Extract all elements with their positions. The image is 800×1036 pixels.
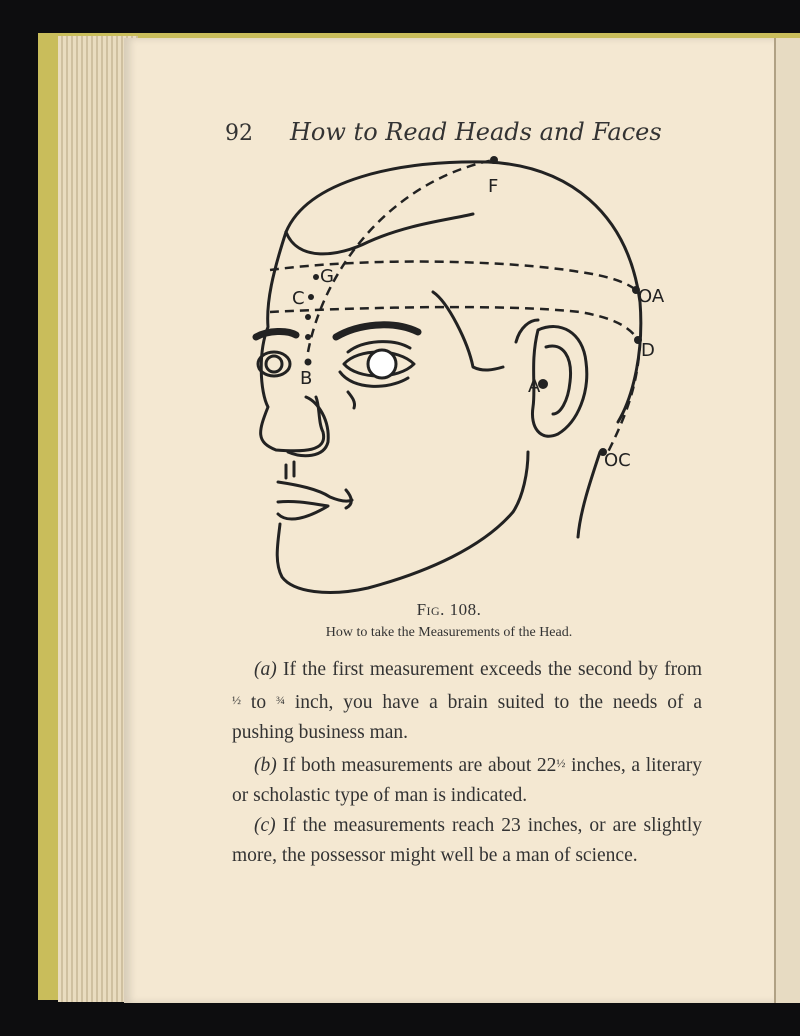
label-b: B xyxy=(300,368,313,389)
cheek-line xyxy=(348,392,355,408)
neck-back-line xyxy=(578,452,600,537)
para-b-marker: (b) xyxy=(254,755,277,776)
paragraph-a: (a) If the first measurement exceeds the second by from $^{\frac{1}{2}}$ to $^{\frac{3}{4}}$ inch, you have a brain suited to the needs of a pushing business man. xyxy=(232,659,702,743)
figure-description: How to take the Measurements of the Head. xyxy=(325,625,573,640)
label-c: C xyxy=(292,288,305,309)
head-measurement-figure xyxy=(248,152,668,602)
running-title: How to Read Heads and Faces xyxy=(290,118,662,146)
paragraph-b: (b) If both measurements are about $22^{\frac{1}{2}}$ inches, a literary or scholastic type of man is indicated. xyxy=(232,755,702,806)
ear-inner xyxy=(546,346,571,414)
dashed-line-c xyxy=(270,307,636,337)
label-a: A xyxy=(528,376,541,397)
paragraph-c: (c) If the measurements reach 23 inches, or are slightly more, the possessor might well be a man of science. xyxy=(232,815,702,866)
mouth-corner xyxy=(346,490,351,508)
temple-line xyxy=(433,292,503,370)
near-eyebrow xyxy=(336,325,418,337)
label-oc: OC xyxy=(604,450,631,471)
label-d: D xyxy=(641,340,655,361)
label-g: G xyxy=(320,266,334,287)
para-a-marker: (a) xyxy=(254,659,277,680)
figure-label: Fig. 108. xyxy=(416,600,482,619)
lower-lip xyxy=(278,501,328,519)
nostrils xyxy=(286,462,294,478)
upper-lip xyxy=(278,482,352,501)
para-c-marker: (c) xyxy=(254,815,276,836)
facing-page-edge xyxy=(774,38,800,1003)
label-oa: OA xyxy=(638,286,665,307)
chin-jaw xyxy=(277,452,528,592)
near-pupil xyxy=(368,350,396,378)
dashed-line-back xyxy=(608,342,640,452)
page-number: 92 xyxy=(225,121,253,146)
far-eyebrow xyxy=(256,331,296,337)
body-text xyxy=(232,655,702,871)
label-f: F xyxy=(488,176,499,197)
running-head xyxy=(225,118,662,146)
far-pupil xyxy=(266,356,282,372)
face-profile xyxy=(261,232,324,451)
